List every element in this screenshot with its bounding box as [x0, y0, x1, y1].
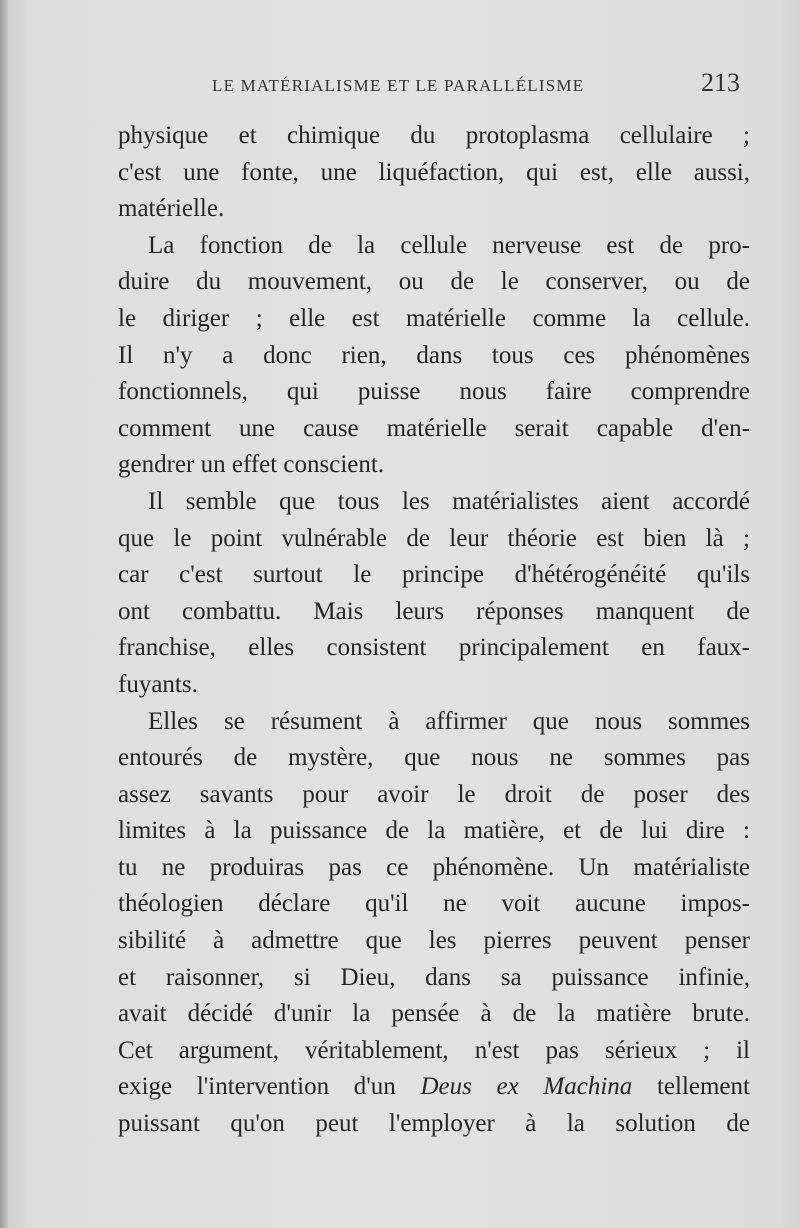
text-segment: tellement: [632, 1073, 750, 1101]
italic-phrase: Deus ex Machina: [420, 1073, 633, 1101]
text-line: ont combattu. Mais leurs réponses manquent de: [118, 597, 750, 625]
text-line: physique et chimique du protoplasma cellulaire ;: [118, 122, 750, 149]
text-line: Il semble que tous les matérialistes aient accordé: [148, 487, 750, 515]
text-line: Elles se résument à affirmer que nous sommes: [148, 707, 750, 735]
text-line: fuyants.: [118, 670, 198, 698]
text-line: que le point vulnérable de leur théorie est bien là ;: [118, 524, 750, 552]
text-line: franchise, elles consistent principalement en faux-: [118, 634, 750, 662]
page-header: [212, 68, 740, 102]
text-line: tu ne produiras pas ce phénomène. Un matérialiste: [118, 853, 750, 881]
text-line: assez savants pour avoir le droit de poser des: [118, 780, 750, 808]
text-line: le diriger ; elle est matérielle comme la cellule.: [118, 304, 750, 332]
text-line: car c'est surtout le principe d'hétérogénéité qu'ils: [118, 561, 750, 589]
body-text: [118, 118, 750, 1143]
page-number: 213: [701, 68, 740, 97]
text-line: La fonction de la cellule nerveuse est de pro-: [148, 231, 750, 259]
text-line: théologien déclare qu'il ne voit aucune impos-: [118, 890, 750, 918]
text-line: puissant qu'on peut l'employer à la solution de: [118, 1110, 750, 1138]
text-line: gendrer un effet conscient.: [118, 451, 385, 479]
text-line: Cet argument, véritablement, n'est pas sérieux ; il: [118, 1036, 750, 1064]
running-title: LE MATÉRIALISME ET LE PARALLÉLISME: [212, 76, 585, 95]
text-line: c'est une fonte, une liquéfaction, qui est, elle aussi,: [118, 158, 750, 186]
text-line: comment une cause matérielle serait capable d'en-: [118, 414, 750, 442]
text-line: entourés de mystère, que nous ne sommes pas: [118, 744, 750, 772]
text-line: sibilité à admettre que les pierres peuvent penser: [118, 927, 750, 955]
text-segment: exige l'intervention d'un: [118, 1073, 421, 1101]
text-line: et raisonner, si Dieu, dans sa puissance infinie,: [118, 963, 750, 991]
text-line: duire du mouvement, ou de le conserver, ou de: [118, 268, 750, 296]
text-line: limites à la puissance de la matière, et de lui dire :: [118, 817, 750, 845]
text-line: matérielle.: [118, 195, 225, 223]
text-line: fonctionnels, qui puisse nous faire comprendre: [118, 378, 750, 406]
page-binding-edge: [0, 0, 8, 1228]
text-line: avait décidé d'unir la pensée à de la matière brute.: [118, 1000, 750, 1028]
text-line: [118, 1069, 750, 1106]
text-line: Il n'y a donc rien, dans tous ces phénomènes: [118, 341, 750, 369]
